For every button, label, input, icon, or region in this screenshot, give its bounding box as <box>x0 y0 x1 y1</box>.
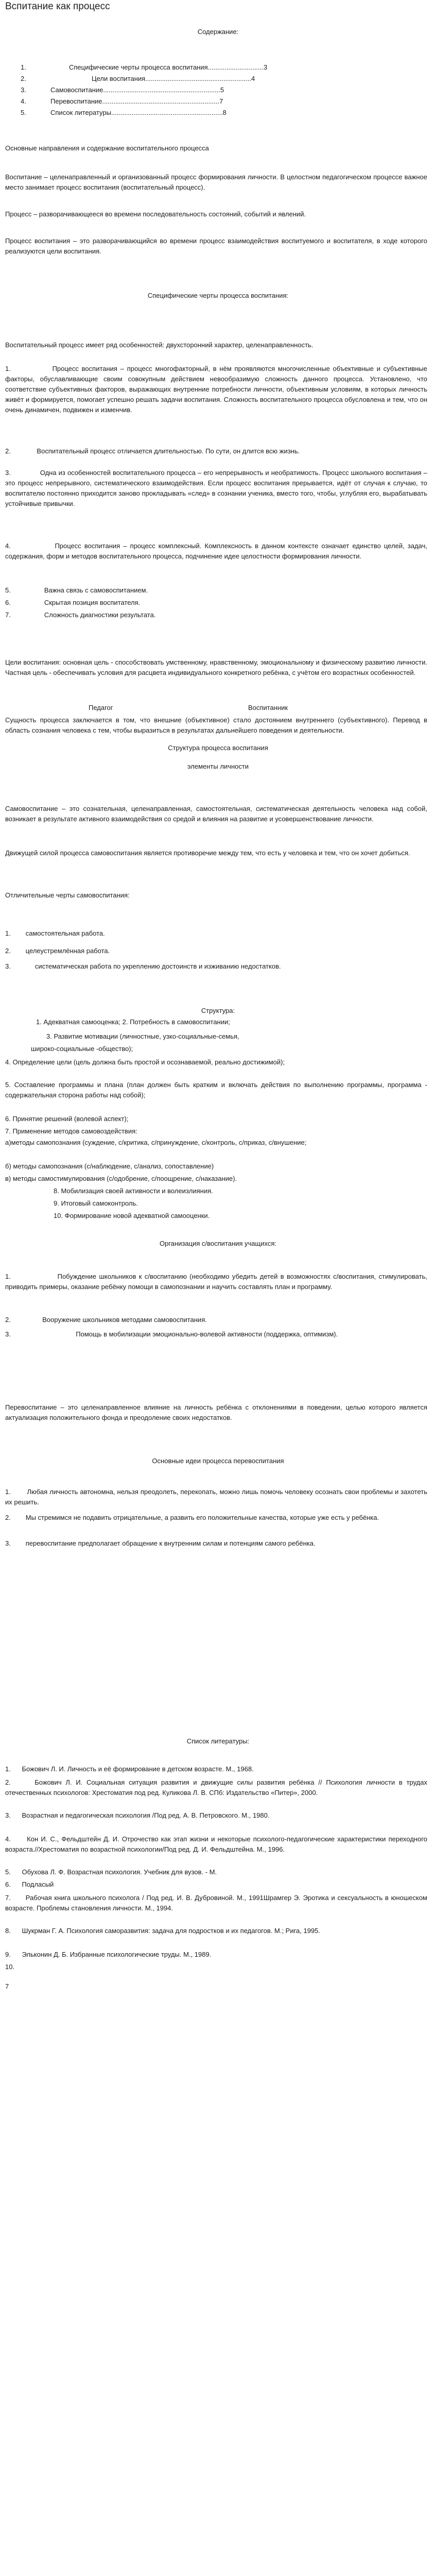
section-heading: Основные направления и содержание воспитательного процесса <box>5 144 209 152</box>
paragraph: Процесс воспитания – это разворачивающийся во времени процесс взаимодействия воспитуемого и воспитателя, в ходе которого реализуются цели воспитания. <box>5 237 427 255</box>
list-item: 3. перевоспитание предполагает обращение к внутренним силам и потенциям самого ребёнка. <box>5 1539 316 1547</box>
list-item: 3. Помощь в мобилизации эмоционально-волевой активности (поддержка, оптимизм). <box>5 1330 338 1338</box>
list-item: 3. Одна из особенностей воспитательного процесса – его непрерывность и необратимость. Процесс школьного воспитания – это процесс непрерывного, систематического взаимодействия. Если процесс воспитания прерывается, идёт от случая к случаю, то воспитателю постоянно приходится заново прокладывать «след» в сознании ученика, вместо того, чтобы, углубляя его, вырабатывать устойчивые привычки. <box>5 469 427 507</box>
list-item: 4. Определение цели (цель должна быть простой и осознаваемой, реально достижимой); <box>5 1058 285 1066</box>
list-item: 3. Возрастная и педагогическая психология /Под ред. А. В. Петровского. М., 1980. <box>5 1811 270 1819</box>
toc-item[interactable]: 3. Самовоспитание...............................................................5 <box>21 86 224 94</box>
page-number: 7 <box>5 1982 9 1990</box>
list-item: в) методы самостимулирования (с/одобрение, с/поощрение, с/наказание). <box>5 1175 237 1182</box>
list-item: 1. самостоятельная работа. <box>5 929 105 937</box>
contents-heading: Содержание: <box>197 28 239 36</box>
table-of-contents <box>21 62 391 118</box>
list-item: 5. Важна связь с самовоспитанием. <box>5 586 148 594</box>
structure-subheading: элементы личности <box>187 762 249 770</box>
list-item: 10. Формирование новой адекватной самооценки. <box>54 1212 210 1219</box>
toc-item[interactable]: 2. Цели воспитания.........................................................4 <box>21 75 255 82</box>
list-item: 4. Кон И. С., Фельдштейн Д. И. Отрочество как этап жизни и некоторые психолого-педагогические характеристики переходного возраста.//Хрестоматия по возрастной психологии/Под ред. Д. И. Фельдштейна. М., 1996. <box>5 1835 427 1853</box>
list-item: 7. Применение методов самовоздействия: <box>5 1127 137 1135</box>
list-item: 2. Божович Л. И. Социальная ситуация развития и движущие силы развития ребёнка // Психология личности в трудах отечественных психологов: Хрестоматия под ред. Куликова Л. В. СПб: Издательство «Питер», 2000. <box>5 1778 427 1797</box>
list-item: 1. Побуждение школьников к с/воспитанию (необходимо убедить детей в возможностях с/воспитания, стимулировать, приводить примеры, оказание ребёнку помощи в самопознании и научить составлять план и программу. <box>5 1273 428 1291</box>
list-item: 5. Обухова Л. Ф. Возрастная психология. Учебник для вузов. - М. <box>5 1868 217 1876</box>
paragraph: Воспитание – целенаправленный и организованный процесс формирования личности. В целостном педагогическом процессе важное место занимает процесс воспитания (воспитательный процесс). <box>5 173 427 191</box>
section-heading: Список литературы: <box>186 1737 250 1745</box>
structure-line: 1. Адекватная самооценка; 2. Потребность в самовоспитании; <box>36 1018 230 1026</box>
structure-heading: Структура процесса воспитания <box>168 744 268 752</box>
teacher-label: Педагог <box>89 704 113 711</box>
list-item: 1. Божович Л. И. Личность и её формирование в детском возрасте. М., 1968. <box>5 1765 254 1773</box>
toc-item[interactable]: 1. Специфические черты процесса воспитания..............................3 <box>21 63 268 71</box>
list-item: 9. Итоговый самоконтроль. <box>54 1199 138 1207</box>
paragraph: Цели воспитания: основная цель - способствовать умственному, нравственному, эмоциональному и физическому развитию личности. Частная цель - обеспечивать условия для расцвета индивидуального конкретного ребёнка, с учётом его возрастных особенностей. <box>5 658 427 676</box>
list-item: 6. Подласый <box>5 1880 54 1888</box>
paragraph: Сущность процесса заключается в том, что внешние (объективное) стало достоянием внутреннего (субъективного). Перевод в область сознания человека с тем, чтобы выразиться в результатах дальнейшего поведения и деятельности. <box>5 716 427 734</box>
pupil-label: Воспитанник <box>248 704 288 711</box>
structure-line: 3. Развитие мотивации (личностные, узко-социальные-семья, <box>46 1032 239 1040</box>
list-item: 2. целеустремлённая работа. <box>5 947 110 955</box>
section-heading: Организация с/воспитания учащихся: <box>159 1240 277 1247</box>
paragraph: Движущей силой процесса самовоспитания является противоречие между тем, что есть у человека и тем, что он хочет добиться. <box>5 849 410 857</box>
section-heading: Отличительные черты самовоспитания: <box>5 891 130 899</box>
toc-item[interactable]: 4. Перевоспитание...............................................................7 <box>21 97 223 105</box>
list-item: 10. <box>5 1963 15 1971</box>
list-item: 2. Вооружение школьников методами самовоспитания. <box>5 1316 207 1324</box>
list-item: 2. Воспитательный процесс отличается длительностью. По сути, он длится всю жизнь. <box>5 447 300 455</box>
list-item: 6. Скрытая позиция воспитателя. <box>5 599 141 606</box>
list-item: 7. Рабочая книга школьного психолога / Под ред. И. В. Дубровиной. М., 1991Шрамгер Э. Эротика и сексуальность в юношеском возрасте. Проблемы становления личности. М., 1994. <box>5 1894 427 1912</box>
document-title: Вспитание как процесс <box>5 1 110 12</box>
toc-item[interactable]: 5. Список литературы............................................................8 <box>21 109 226 116</box>
list-item: 8. Мобилизация своей активности и волеизлияния. <box>54 1187 213 1195</box>
list-item: 1. Процесс воспитания – процесс многофакторный, в нём проявляются многочисленные объективные и субъективные факторы, обуславливающие своим совокупным действием невообразимую сложность данного процесса. Установлено, что соответствие субъективных факторов, выражающих внутренние потребности личности, объективным условиям, в которых личность живёт и формируется, помогает успешно решать задачи воспитания. Сложность воспитательного процесса обусловлена и тем, что он очень динамичен, подвижен и изменчив. <box>5 365 427 414</box>
structure-heading: Структура: <box>201 1007 235 1014</box>
list-item: 9. Эльконин Д. Б. Избранные психологические труды. М., 1989. <box>5 1951 212 1958</box>
list-item: 7. Сложность диагностики результата. <box>5 611 156 619</box>
list-item: 2. Мы стремимся не подавить отрицательные, а развить его положительные качества, которые уже есть у ребёнка. <box>5 1514 379 1521</box>
paragraph: Самовоспитание – это сознательная, целенаправленная, самостоятельная, систематическая деятельность человека над собой, возникает в результате активного взаимодействия со средой и влияния на развитие и усовершенствование личности. <box>5 805 427 823</box>
list-item: 6. Принятие решений (волевой аспект); <box>5 1115 129 1123</box>
section-heading: Специфические черты процесса воспитания: <box>147 292 289 299</box>
list-item: а)методы самопознания (суждение, с/критика, с/принуждение, с/контроль, с/приказ, с/внушение; <box>5 1139 307 1146</box>
paragraph: Процесс – разворачивающееся во времени последовательность состояний, событий и явлений. <box>5 210 306 218</box>
list-item: 3. систематическая работа по укреплению достоинств и изживанию недостатков. <box>5 962 281 970</box>
paragraph: Воспитательный процесс имеет ряд особенностей: двухсторонний характер, целенаправленность. <box>5 341 313 349</box>
list-item: б) методы самопознания (с/наблюдение, с/анализ, сопоставление) <box>5 1162 214 1170</box>
list-item: 1. Любая личность автономна, нельзя преодолеть, перекопать, можно лишь помочь человеку осознать свои проблемы и захотеть их решить. <box>5 1488 427 1506</box>
list-item: 4. Процесс воспитания – процесс комплексный. Комплексность в данном контексте означает единство целей, задач, содержания, форм и методов воспитательного процесса, подчинение идее целостности формирования личности. <box>5 542 427 560</box>
list-item: 8. Шукрман Г. А. Психология саморазвития: задача для подростков и их педагогов. М.; Рига, 1995. <box>5 1927 321 1935</box>
paragraph: Перевоспитание – это целенаправленное влияние на личность ребёнка с отклонениями в поведении, целью которого является актуализация положительного фонда и преодоление своих недостатков. <box>5 1403 427 1421</box>
section-heading: Основные идеи процесса перевоспитания <box>152 1457 284 1465</box>
list-item: 5. Составление программы и плана (план должен быть кратким и включать действия по выполнению программы, программа - содержательная сторона работы над собой); <box>5 1081 427 1099</box>
structure-line: широко-социальные -общество); <box>31 1045 133 1053</box>
